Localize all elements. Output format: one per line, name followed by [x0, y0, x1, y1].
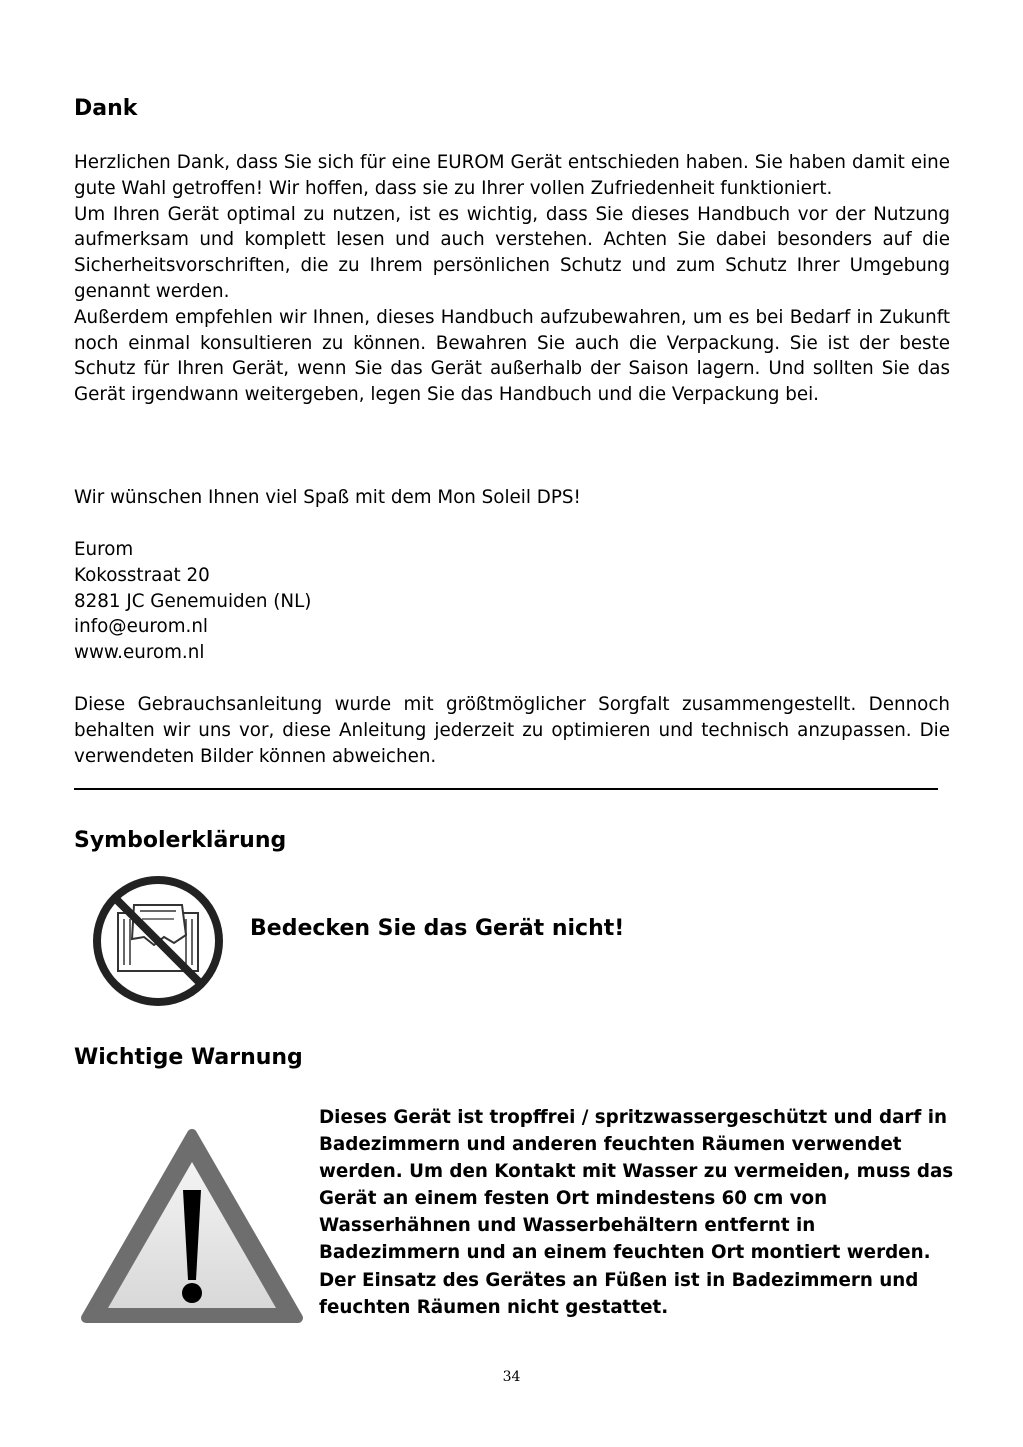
- heading-warning: Wichtige Warnung: [74, 1045, 303, 1070]
- disclaimer-paragraph: Diese Gebrauchsanleitung wurde mit größtmöglicher Sorgfalt zusammengestellt. Dennoch behalten wir uns vor, diese Anleitung jederzeit zu optimieren und technisch anzupassen. Die verwendeten Bilder können abweichen.: [74, 694, 950, 767]
- address-block: [74, 537, 311, 666]
- address-website: www.eurom.nl: [74, 642, 205, 664]
- wish-line: Wir wünschen Ihnen viel Spaß mit dem Mon Soleil DPS!: [74, 487, 581, 508]
- heading-dank: Dank: [74, 96, 138, 121]
- intro-text-3: Außerdem empfehlen wir Ihnen, dieses Handbuch aufzubewahren, um es bei Bedarf in Zukunft noch einmal konsultieren zu können. Bewahren Sie auch die Verpackung. Sie ist der beste Schutz für Ihren Gerät, wenn Sie das Gerät außerhalb der Saison lagern. Und sollten Sie das Gerät irgendwann weitergeben, legen Sie das Handbuch und die Verpackung bei.: [74, 306, 950, 406]
- intro-text-2: Um Ihren Gerät optimal zu nutzen, ist es wichtig, dass Sie dieses Handbuch vor der Nutzung aufmerksam und komplett lesen und auch verstehen. Achten Sie dabei besonders auf die Sicherheitsvorschriften, die zu Ihrem persönlichen Schutz und zum Schutz Ihrer Umgebung genannt werden.: [74, 203, 950, 302]
- heading-symbols: Symbolerklärung: [74, 828, 287, 853]
- address-street: Kokosstraat 20: [74, 564, 210, 586]
- symbol-caption: Bedecken Sie das Gerät nicht!: [250, 916, 625, 941]
- address-email: info@eurom.nl: [74, 616, 208, 638]
- intro-text-1: Herzlichen Dank, dass Sie sich für eine EUROM Gerät entschieden haben. Sie haben damit eine gute Wahl getroffen! Wir hoffen, dass sie zu Ihrer vollen Zufriedenheit funktioniert.: [74, 152, 950, 199]
- intro-paragraph: [74, 150, 950, 408]
- warning-text: Dieses Gerät ist tropffrei / spritzwassergeschützt und darf in Badezimmern und anderen feuchten Räumen verwendet werden. Um den Kontakt mit Wasser zu vermeiden, muss das Gerät an einem festen Ort mindestens 60 cm von Wasserhähnen und Wasserbehältern entfernt in Badezimmern und an einem feuchten Ort montiert werden. Der Einsatz des Gerätes an Füßen ist in Badezimmern und feuchten Räumen nicht gestattet.: [319, 1107, 954, 1318]
- warning-triangle-icon: [80, 1128, 304, 1326]
- page-number: 34: [502, 1369, 521, 1385]
- address-company: Eurom: [74, 539, 134, 560]
- address-city: 8281 JC Genemuiden (NL): [74, 590, 312, 612]
- section-divider: [74, 788, 938, 790]
- do-not-cover-icon: [90, 873, 226, 1009]
